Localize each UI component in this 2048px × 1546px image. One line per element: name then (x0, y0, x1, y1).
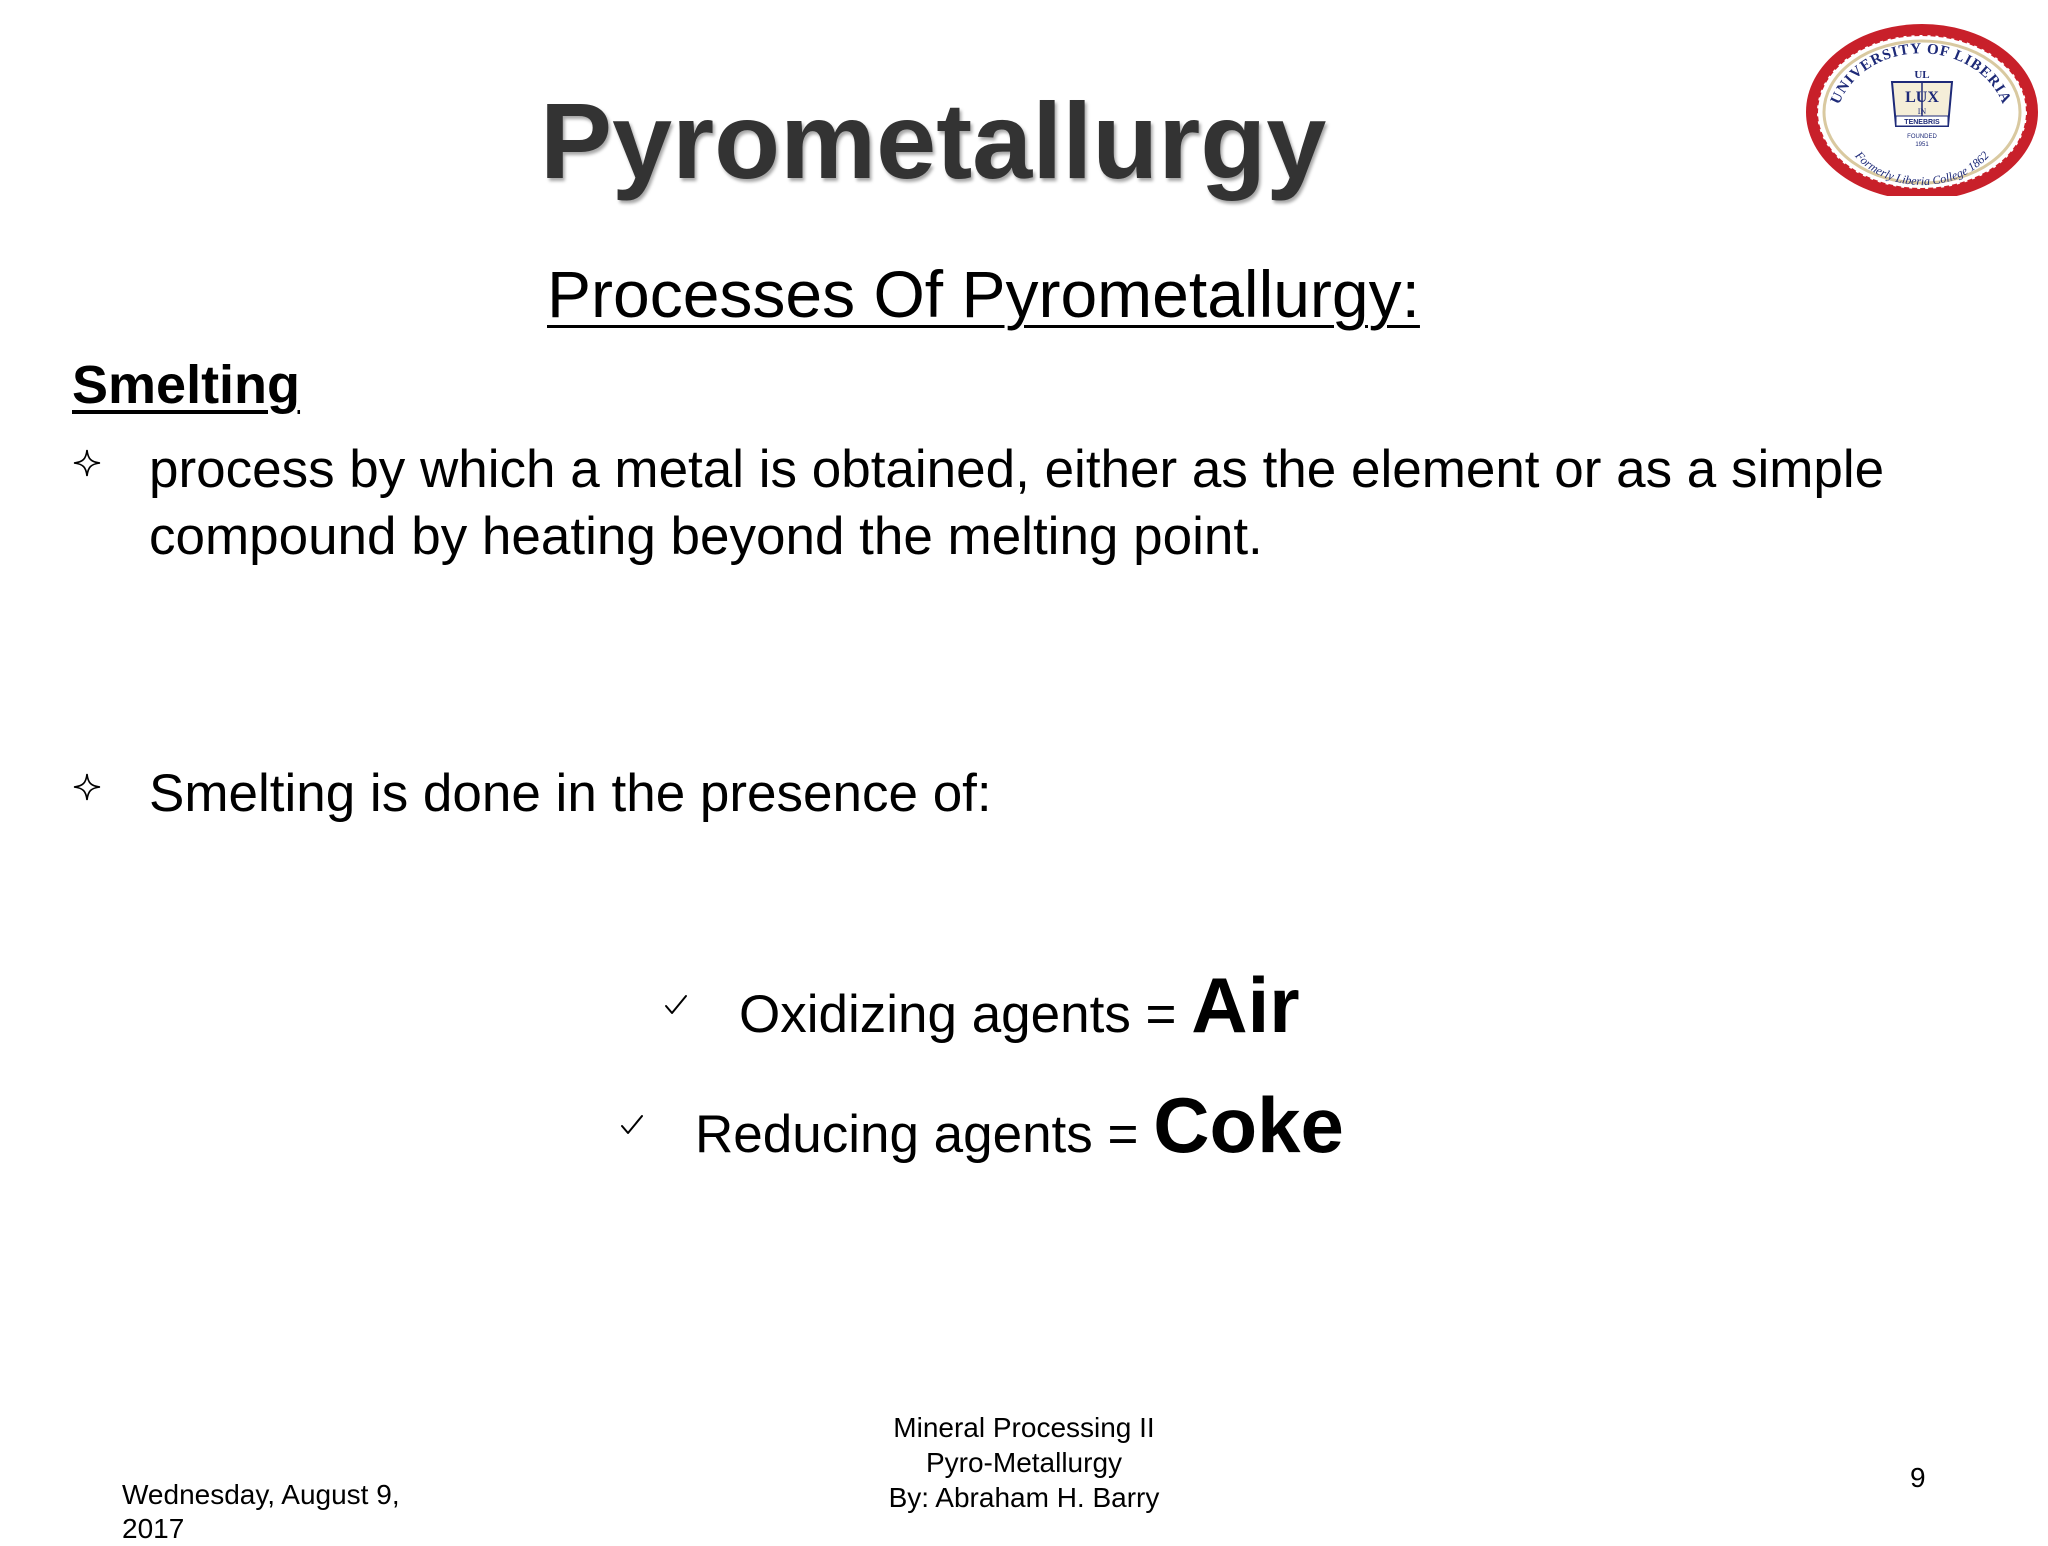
footer-course-line: By: Abraham H. Barry (888, 1482, 1160, 1513)
svg-text:UL: UL (1914, 69, 1930, 81)
svg-text:1951: 1951 (1915, 142, 1929, 148)
four-point-star-icon (72, 448, 102, 478)
svg-text:IN: IN (1917, 107, 1927, 116)
agent-value: Coke (1153, 1081, 1344, 1169)
footer-course-line: Pyro-Metallurgy (925, 1447, 1123, 1478)
svg-text:UNIVERSITY OF LIBERIA: UNIVERSITY OF LIBERIA (1827, 41, 2015, 107)
bullet-text: process by which a metal is obtained, either as the element or as a simple compound by heating beyond the melting point. (149, 440, 1885, 566)
slide-title: Pyrometallurgy (540, 80, 1327, 201)
footer-course-line: Mineral Processing II (893, 1412, 1155, 1443)
svg-text:TENEBRIS: TENEBRIS (1904, 119, 1940, 126)
agent-item-oxidizing (663, 940, 1463, 1050)
university-seal-logo (1796, 20, 2046, 196)
bullet-item (72, 436, 1892, 570)
svg-text:FOUNDED: FOUNDED (1907, 134, 1937, 140)
slide-subtitle: Processes Of Pyrometallurgy: (547, 257, 1420, 331)
footer-course-info (824, 1410, 1224, 1515)
svg-text:LUX: LUX (1905, 89, 1939, 106)
bullet-item (72, 760, 1892, 827)
svg-text:Formerly Liberia College 1862: Formerly Liberia College 1862 (1852, 148, 1992, 189)
checkmark-icon (619, 1112, 645, 1138)
agent-value: Air (1191, 961, 1300, 1049)
footer-date: Wednesday, August 9, 2017 (122, 1479, 400, 1544)
page-number: 9 (1910, 1462, 1926, 1493)
checkmark-icon (663, 992, 689, 1018)
bullet-text: Smelting is done in the presence of: (149, 764, 992, 823)
section-heading: Smelting (72, 355, 301, 415)
four-point-star-icon (72, 772, 102, 802)
agent-label: Reducing agents = Coke (695, 1081, 1344, 1169)
agent-label: Oxidizing agents = Air (739, 961, 1300, 1049)
agent-item-reducing (619, 1060, 1419, 1170)
